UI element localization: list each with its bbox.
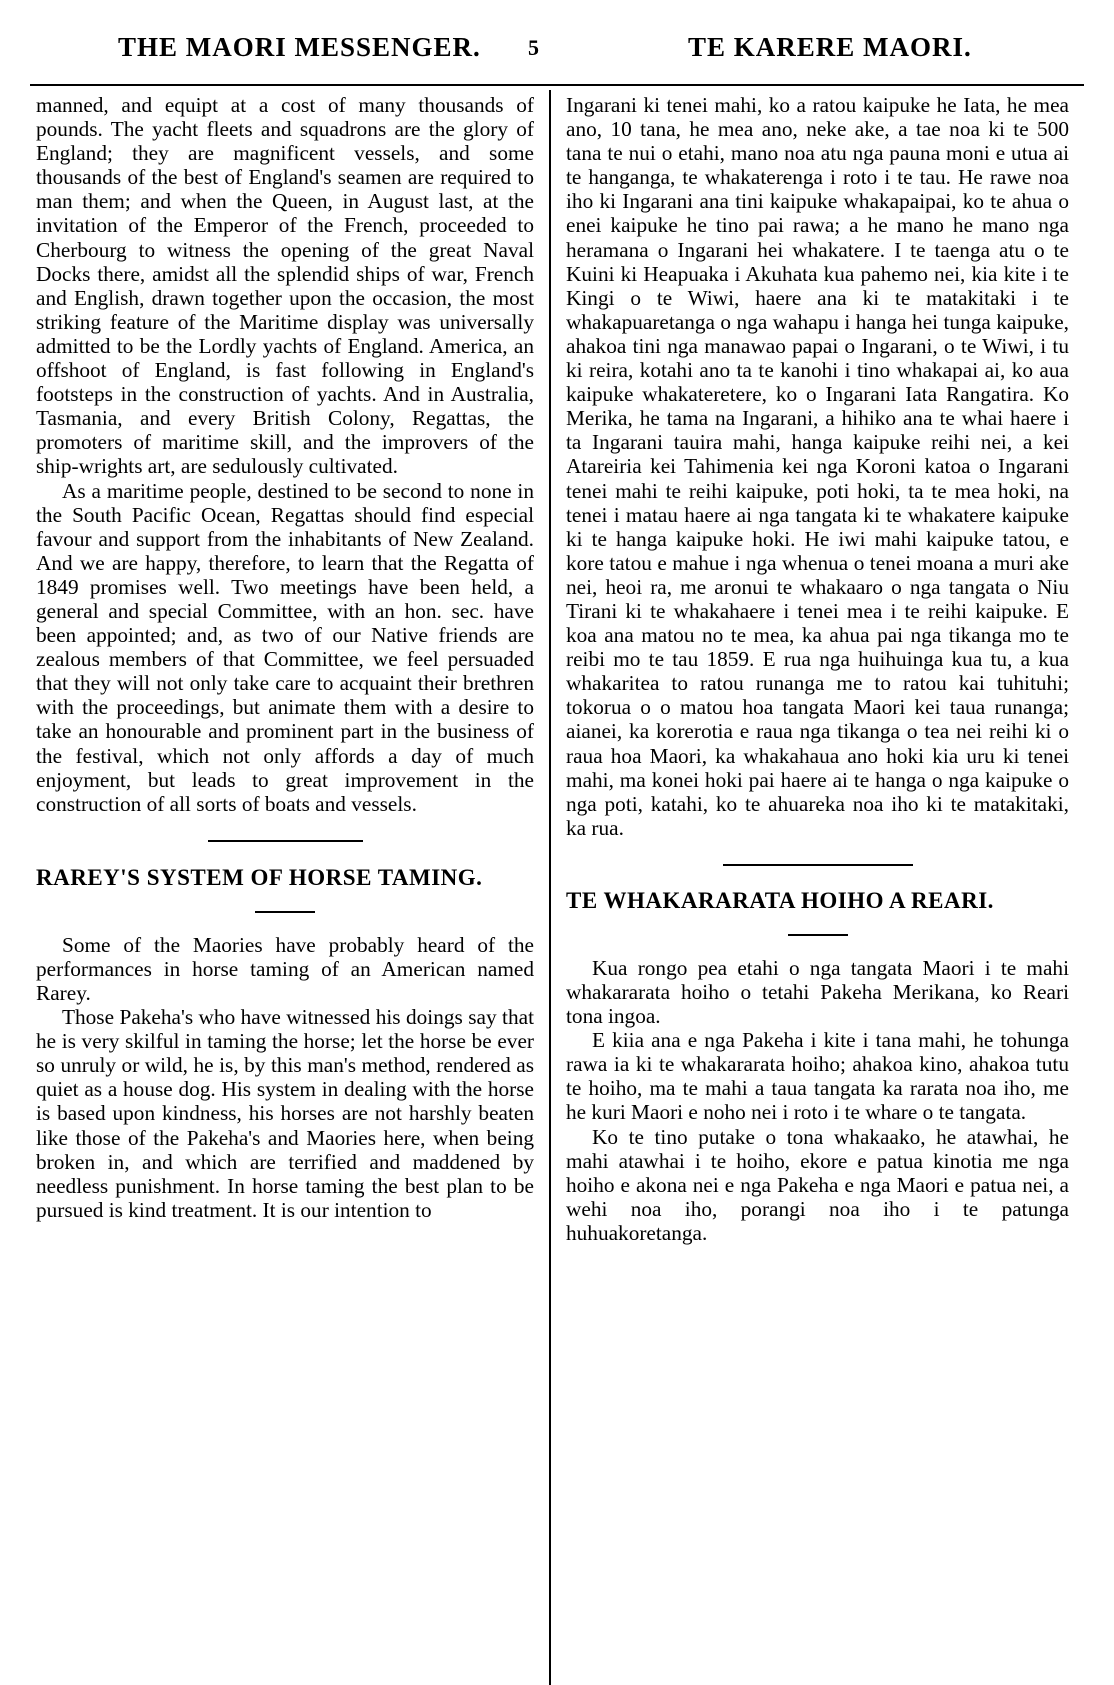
masthead-rule [30, 84, 1084, 86]
whakararata-paragraph: E kiia ana e nga Pakeha i kite i tana mahi, he tohunga rawa ia ki te whakararata hoiho; ahakoa kino, ahakoa tutu te hoiho, ma te mahi a taua tangata ka rarata noa iho, me he kuri Maori e noho nei i roto i te whare o te tangata. [566, 1028, 1069, 1125]
heading-separator [255, 911, 315, 913]
masthead [0, 0, 1114, 90]
horse-taming-paragraph: Some of the Maories have probably heard of the performances in horse taming of an American named Rarey. [36, 932, 534, 1005]
english-column [36, 93, 534, 1222]
horse-taming-paragraph: Those Pakeha's who have witnessed his doings say that he is very skilful in taming the horse; let the horse be ever so unruly or wild, he is, by this man's method, rendered as quiet as a house dog. His system in dealing with the horse is based upon kindness, his horses are not harshly beaten like those of the Pakeha's and Maories here, when being broken in, and which are terrified and maddened by needless punishment. In horse taming the best plan to be pursued is kind treatment. It is our intention to [36, 1005, 534, 1222]
regatta-paragraph: As a maritime people, destined to be second to none in the South Pacific Ocean, Regattas should find especial favour and support from the inhabitants of New Zealand. And we are happy, therefore, to learn that the Regatta of 1849 promises well. Two meetings have been held, a general and special Committee, with an hon. sec. have been appointed; and, as two of our Native friends are zealous members of that Committee, we feel persuaded that they will not only take care to acquaint their brethren with the proceedings, but animate them with a desire to take an honourable and prominent part in the business of the festival, which not only affords a day of much enjoyment, but leads to great improvement in the construction of all sorts of boats and vessels. [36, 478, 534, 816]
regatta-paragraph-continued: manned, and equipt at a cost of many thousands of pounds. The yacht fleets and squadrons are the glory of England; they are magnificent vessels, and some thousands of the best of England's seamen are required to man them; and when the Queen, in August last, at the invitation of the Emperor of the French, proceeded to Cherbourg to witness the opening of the great Naval Docks there, amidst all the splendid ships of war, French and English, drawn together upon the occasion, the most striking feature of the Maritime display was universally admitted to be the Lordly yachts of England. America, an offshoot of England, is fast following in England's footsteps in the construction of yachts. And in Australia, Tasmania, and every British Colony, Regattas, the promoters of maritime skill, and the improvers of the ship-wrights art, are sedulously cultivated. [36, 93, 534, 479]
section-separator [208, 840, 363, 842]
page-number: 5 [528, 35, 540, 60]
masthead-english-title: THE MAORI MESSENGER. [118, 32, 481, 62]
reihi-paragraph-continued: Ingarani ki tenei mahi, ko a ratou kaipuke he Iata, he mea ano, 10 tana, he mea ano, neke ake, a tae noa ki te 500 tana te nui o etahi, mano noa atu nga pauna moni e utua ai te hanganga, te whakaterenga i roto i te tau. He rawe noa iho ki Ingarani ana tini kaipuke whakapaipai, ko te ahua o enei kaipuke he tino pai rawa; a he mano he mano nga heramana o Ingarani hei whakatere. I te taenga atu o te Kuini ki Heapuaka i Akuhata kua pahemo nei, kia kite i te Kingi o te Wiwi, haere ana ki te matakitaki i te whakapuaretanga o nga wahapu i hanga hei tunga kaipuke, ahakoa tini nga manawao papai o Ingarani, o te Wiwi, i tu ki reira, kotahi ano ta te kanohi i tino whakapai ai, ko aua kaipuke whakateretere, ko o Ingarani Iata Rangatira. Ko Merika, he tama na Ingarani, a hihiko ana te whai haere i ta Ingarani tauira mahi, hanga kaipuke reihi nei, a kei Atareiria kei Tahimenia kei nga Koroni katoa o Ingarani tenei mahi te reihi kaipuke, poti hoki, ta te mea hoki, na tenei i matau haere ai nga tangata ki te whakatere kaipuke ki te hanga kaipuke hoki. He iwi mahi kaipuke tatou, e kore tatou e mahue i nga whenua o tenei moana a muri ake nei, heoi ra, me aronui te whakaaro o nga tangata o Niu Tirani ki te whakahaere i tenei mea i te reihi kaipuke. E koa ana matou no te mea, ka ahua pai nga tikanga mo te reibi mo te tau 1859. E rua nga huihuinga kua tu, a kua whakaritea to ratou runanga me to ratou kai tuhituhi; tokorua o o matou hoa tangata Maori kei taua runanga; aianei, ka korerotia e raua nga tikanga o tea nei reihi ki o raua hoa Maori, ka whakahaua ano hoki kia uru ki tenei mahi, ma konei hoki pai haere ai te hanga o nga kaipuke o nga poti, katahi, ko te ahuareka noa iho ki te matakitaki, ka rua. [566, 93, 1069, 840]
whakararata-paragraph: Ko te tino putake o tona whakaako, he atawhai, he mahi atawhai i te hoiho, ekore e patua kinotia me nga hoiho e akona nei e nga Pakeha e nga Maori e patua nei, a wehi noa iho, porangi noa iho i te patunga huhuakoretanga. [566, 1124, 1069, 1245]
section-separator [723, 864, 913, 866]
whakararata-paragraph: Kua rongo pea etahi o nga tangata Maori i te mahi whakararata hoiho o tetahi Pakeha Merikana, ko Reari tona ingoa. [566, 955, 1069, 1029]
column-divider [549, 90, 551, 1685]
whakararata-heading: TE WHAKARARATA HOIHO A REARI. [566, 887, 994, 913]
maori-column [566, 93, 1069, 1245]
masthead-maori-title: TE KARERE MAORI. [688, 32, 972, 62]
horse-taming-heading: RAREY'S SYSTEM OF HORSE TAMING. [36, 864, 483, 890]
heading-separator [788, 934, 848, 936]
